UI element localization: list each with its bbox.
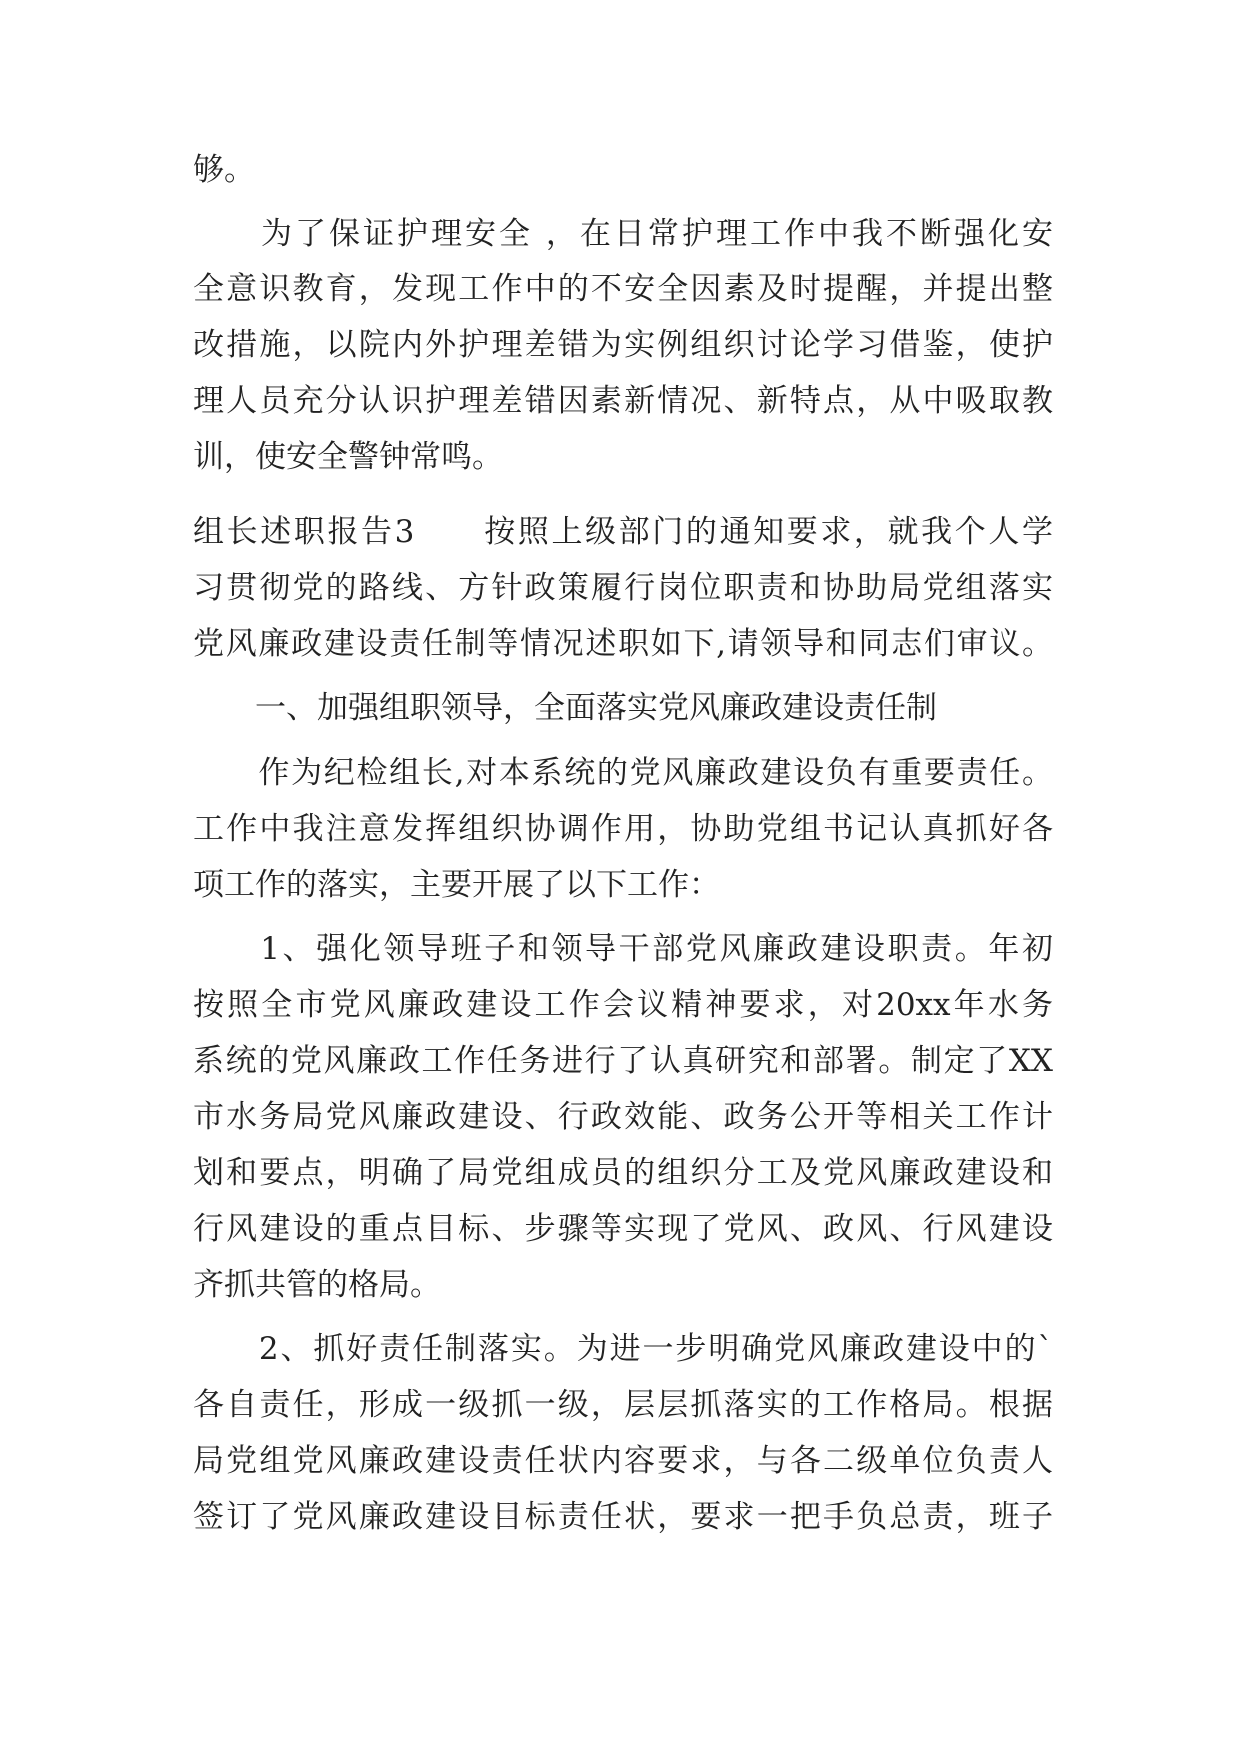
text-line: 按照全市党风廉政建设工作会议精神要求，对20xx年水务 xyxy=(193,987,1053,1023)
text-line: 行风建设的重点目标、步骤等实现了党风、政风、行风建设 xyxy=(193,1211,1053,1247)
text-line: 组长述职报告3 按照上级部门的通知要求，就我个人学 xyxy=(193,514,1053,550)
text-line: 党风廉政建设责任制等情况述职如下,请领导和同志们审议。 xyxy=(193,626,1053,662)
text-line: 全意识教育，发现工作中的不安全因素及时提醒，并提出整 xyxy=(193,271,1053,307)
section-heading: 一、加强组职领导，全面落实党风廉政建设责任制 xyxy=(193,690,937,726)
text-line: 局党组党风廉政建设责任状内容要求，与各二级单位负责人 xyxy=(193,1443,1053,1479)
text-line: 系统的党风廉政工作任务进行了认真研究和部署。制定了XX xyxy=(193,1043,1053,1079)
text-line: 作为纪检组长,对本系统的党风廉政建设负有重要责任。 xyxy=(193,755,1053,791)
text-line: 2、抓好责任制落实。为进一步明确党风廉政建设中的` xyxy=(193,1331,1053,1367)
text-line: 1、强化领导班子和领导干部党风廉政建设职责。年初 xyxy=(193,931,1053,967)
text-line: 够。 xyxy=(193,152,255,188)
text-line: 理人员充分认识护理差错因素新情况、新特点，从中吸取教 xyxy=(193,383,1053,419)
text-line: 训，使安全警钟常鸣。 xyxy=(193,439,503,475)
text-line: 齐抓共管的格局。 xyxy=(193,1267,441,1303)
text-line: 改措施，以院内外护理差错为实例组织讨论学习借鉴，使护 xyxy=(193,327,1053,363)
text-line: 签订了党风廉政建设目标责任状，要求一把手负总责，班子 xyxy=(193,1499,1053,1535)
text-line: 市水务局党风廉政建设、行政效能、政务公开等相关工作计 xyxy=(193,1099,1053,1135)
text-line: 工作中我注意发挥组织协调作用，协助党组书记认真抓好各 xyxy=(193,811,1053,847)
text-line: 各自责任，形成一级抓一级，层层抓落实的工作格局。根据 xyxy=(193,1387,1053,1423)
text-line: 项工作的落实，主要开展了以下工作： xyxy=(193,867,720,903)
text-line: 划和要点，明确了局党组成员的组织分工及党风廉政建设和 xyxy=(193,1155,1053,1191)
text-line: 习贯彻党的路线、方针政策履行岗位职责和协助局党组落实 xyxy=(193,570,1053,606)
text-line: 为了保证护理安全 ，在日常护理工作中我不断强化安 xyxy=(193,216,1053,252)
